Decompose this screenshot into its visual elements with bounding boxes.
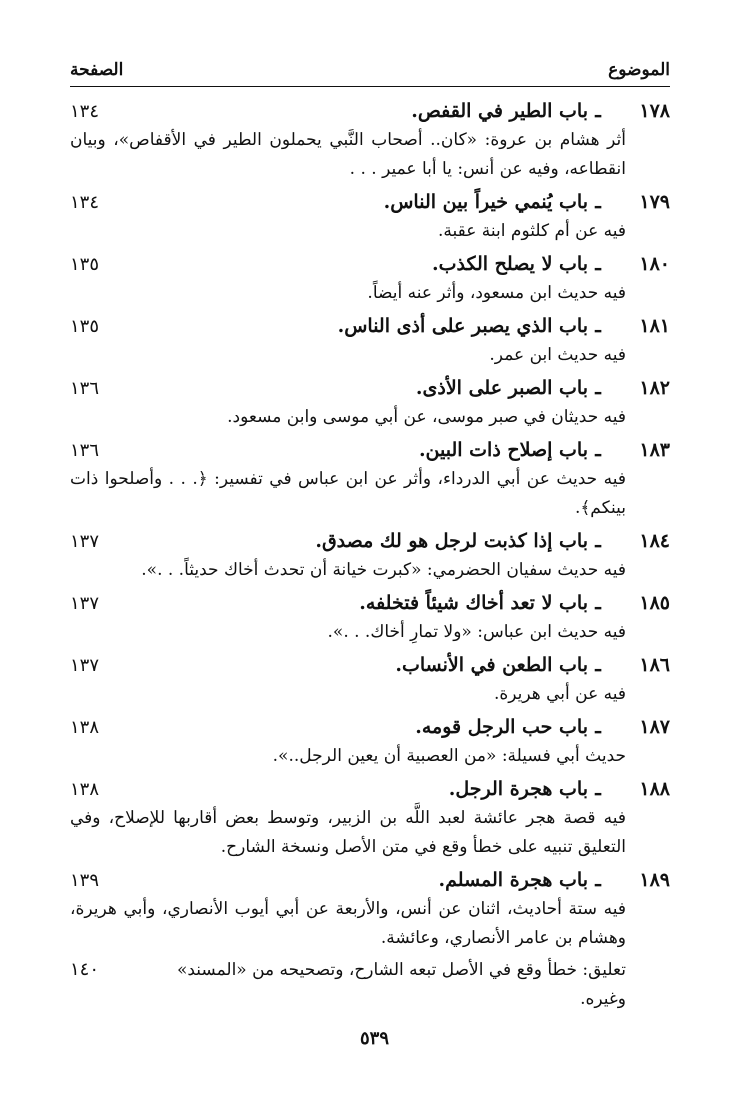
entry-page: ١٣٨: [70, 779, 100, 800]
entry-page: ١٣٨: [70, 717, 100, 738]
page-header: [70, 56, 670, 84]
entry-number: ١٧٨: [639, 100, 670, 122]
entry-page: ١٣٥: [70, 254, 100, 275]
entry-page: ١٣٤: [70, 101, 100, 122]
entry-number: ١٧٩: [639, 191, 670, 213]
entry-page: ١٣٧: [70, 593, 100, 614]
entry-number: ١٨٢: [639, 377, 670, 399]
entry-number: ١٨٧: [639, 716, 670, 738]
entry-number: ١٨٤: [639, 530, 670, 552]
entry-dash: ـ: [595, 191, 601, 213]
entry-dash: ـ: [595, 100, 601, 122]
final-note-page: ١٤٠: [70, 959, 100, 980]
entry-dash: ـ: [595, 377, 601, 399]
entry-page: ١٣٩: [70, 870, 100, 891]
entry-dash: ـ: [595, 253, 601, 275]
entry-title: باب الذي يصبر على أذى الناس.: [337, 315, 588, 337]
page-number: ٥٣٩: [359, 1028, 389, 1049]
entry-title: باب حب الرجل قومه.: [415, 716, 588, 738]
entry-title: باب الطعن في الأنساب.: [395, 654, 588, 676]
entry-dash: ـ: [595, 716, 601, 738]
entry-page: ١٣٦: [70, 440, 100, 461]
entry-dash: ـ: [595, 592, 601, 614]
toc-entry: [70, 865, 670, 953]
entry-number: ١٨٥: [639, 592, 670, 614]
entry-page: ١٣٧: [70, 655, 100, 676]
final-note: تعليق: خطأ وقع في الأصل تبعه الشارح، وتصحيحه من «المسند» وغيره.: [176, 960, 626, 1009]
toc-entry: [70, 373, 670, 432]
entry-number: ١٨٠: [639, 253, 670, 275]
entry-title: باب هجرة المسلم.: [438, 869, 588, 891]
entry-title: باب الصبر على الأذى.: [415, 377, 588, 399]
entry-description: حديث أبي فسيلة: «من العصبية أن يعين الرجل..».: [272, 746, 626, 766]
entry-title: باب إصلاح ذات البين.: [418, 439, 588, 461]
entry-description: أثر هشام بن عروة: «كان.. أصحاب النَّبي يحملون الطير في الأقفاص»، وبيان انقطاعه، وفيه عن أنس: يا أبا عمير . . .: [70, 130, 626, 179]
toc-entry: [70, 435, 670, 523]
entry-number: ١٨٦: [639, 654, 670, 676]
toc-entries: [70, 96, 670, 1014]
entry-description: فيه عن أم كلثوم ابنة عقبة.: [438, 221, 626, 241]
entry-description: فيه حديثان في صبر موسى، عن أبي موسى وابن مسعود.: [227, 407, 626, 427]
entry-description: فيه عن أبي هريرة.: [493, 684, 626, 704]
entry-page: ١٣٤: [70, 192, 100, 213]
toc-entry: [70, 249, 670, 308]
entry-title: باب لا يصلح الكذب.: [432, 253, 588, 275]
toc-entry: [70, 526, 670, 585]
entry-number: ١٨٣: [639, 439, 670, 461]
toc-entry: [70, 187, 670, 246]
topic-column-label: الموضوع: [608, 60, 670, 80]
toc-entry: [70, 96, 670, 184]
entry-description: فيه حديث ابن عمر.: [489, 345, 626, 365]
entry-description: فيه ستة أحاديث، اثنان عن أنس، والأربعة عن أبي أيوب الأنصاري، وأبي هريرة، وهشام بن عامر الأنصاري، وعائشة.: [70, 899, 626, 948]
entry-dash: ـ: [595, 778, 601, 800]
entry-description: فيه حديث ابن مسعود، وأثر عنه أيضاً.: [367, 283, 626, 303]
entry-dash: ـ: [595, 869, 601, 891]
entry-dash: ـ: [595, 315, 601, 337]
entry-description: فيه حديث سفيان الحضرمي: «كبرت خيانة أن تحدث أخاك حديثاً. . .».: [141, 560, 626, 580]
entry-title: باب هجرة الرجل.: [448, 778, 588, 800]
toc-entry: [70, 311, 670, 370]
entry-dash: ـ: [595, 530, 601, 552]
entry-number: ١٨٩: [639, 869, 670, 891]
entry-number: ١٨١: [639, 315, 670, 337]
entry-title: باب إذا كذبت لرجل هو لك مصدق.: [315, 530, 588, 552]
toc-entry: [70, 774, 670, 862]
entry-description: فيه حديث ابن عباس: «ولا تمارِ أخاك. . .».: [327, 622, 626, 642]
toc-entry: [70, 650, 670, 709]
header-divider: [70, 86, 670, 87]
entry-description: فيه حديث عن أبي الدرداء، وأثر عن ابن عباس في تفسير: ﴿. . . وأصلحوا ذات بينكم﴾.: [70, 469, 626, 518]
entry-page: ١٣٥: [70, 316, 100, 337]
entry-page: ١٣٦: [70, 378, 100, 399]
entry-dash: ـ: [595, 439, 601, 461]
toc-entry: [70, 588, 670, 647]
entry-title: باب الطير في القفص.: [411, 100, 588, 122]
toc-entry: [70, 712, 670, 771]
entry-page: ١٣٧: [70, 531, 100, 552]
page-column-label: الصفحة: [70, 60, 124, 80]
final-note-row: [70, 956, 626, 1014]
entry-title: باب يُنمي خيراً بين الناس.: [383, 191, 588, 213]
entry-dash: ـ: [595, 654, 601, 676]
entry-description: فيه قصة هجر عائشة لعبد اللَّه بن الزبير، وتوسط بعض أقاربها للإصلاح، وفي التعليق تنبيه على خطأ وقع في متن الأصل ونسخة الشارح.: [70, 808, 626, 857]
entry-title: باب لا تعد أخاك شيئاً فتخلفه.: [359, 592, 588, 614]
entry-number: ١٨٨: [639, 778, 670, 800]
